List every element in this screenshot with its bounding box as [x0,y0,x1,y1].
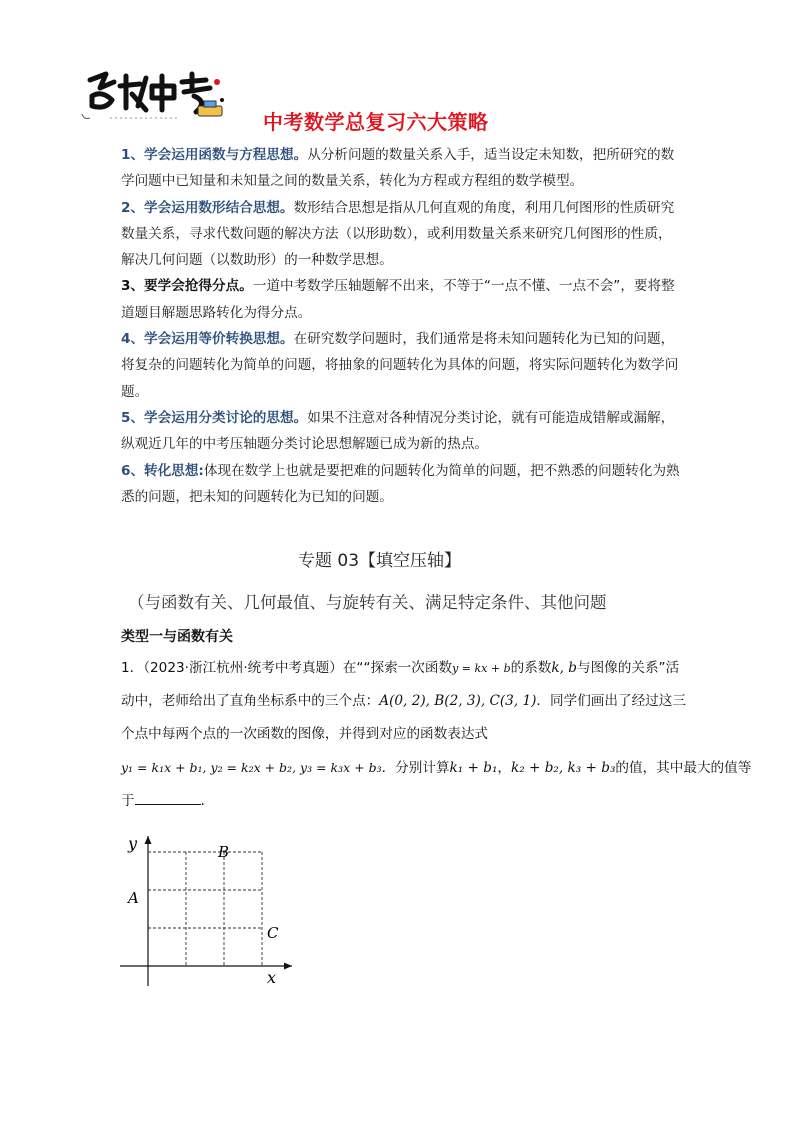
strategy-heading: 2、学会运用数形结合思想。 [121,199,294,216]
math-expression: y₁ = k₁x + b₁, y₂ = k₂x + b₂, y₃ = k₃x + b₃ [121,760,382,775]
logo-dot-icon [214,79,220,85]
question-1 [121,652,752,818]
strategy-heading: 6、转化思想: [121,462,204,479]
strategy-text: 体现在数学上也就是要把难的问题转化为简单的问题，把不熟悉的问题转化为熟悉的问题，把未知的问题转化为已知的问题。 [121,462,680,505]
y-axis-label: y [128,834,138,853]
math-expression: k, b [551,660,577,676]
strategy-heading: 1、学会运用函数与方程思想。 [121,147,308,163]
strategy-text: 一道中考数学压轴题解不出来，不等于“一点不懂、一点不会”，要将整道题目解题思路转化为得分点。 [121,278,675,321]
y-axis-arrow-icon [145,836,152,844]
question-line: 个点中每两个点的一次函数的图像，并得到对应的函数表达式 [121,726,489,742]
math-expression: k₂ + b₂, k₃ + b₃ [511,760,616,776]
grid-lines [148,852,262,966]
math-expression: A(0, 2), B(2, 3), C(3, 1) [379,693,537,709]
strategy-heading: 5、学会运用分类讨论的思想。 [121,409,308,426]
strategy-list [121,142,681,510]
graph-svg [114,830,304,990]
strategy-text: 数形结合思想是指从几何直观的角度，利用几何图形的性质研究数量关系，寻求代数问题的解决方法（以形助数），或利用数量关系来研究几何图形的性质，解决几何问题（以数助形）的一种数学思想。 [121,199,675,269]
question-line: 1．（2023·浙江杭州·统考中考真题）在““探索一次函数y = kx + b的系数k, b与图像的关系”活 [121,660,680,676]
question-line: 动中，老师给出了直角坐标系中的三个点：A(0, 2), B(2, 3), C(3, 1)．同学们画出了经过这三 [121,693,686,709]
x-axis-label: x [267,968,277,987]
question-line: 于 ． [121,785,681,818]
point-b-label: B [218,843,230,861]
math-expression: y = kx + b [452,662,511,675]
strategy-item [121,458,681,511]
topic-title: 专题 03【填空压轴】 [298,551,462,571]
strategy-text: 从分析问题的数量关系入手，适当设定未知数，把所研究的数学问题中已知量和未知量之间的数量关系，转化为方程或方程组的数学模型。 [121,147,675,190]
strategy-item [121,142,681,195]
math-expression: k₁ + b₁ [449,760,498,776]
coordinate-graph [114,830,304,990]
main-title: 中考数学总复习六大策略 [263,110,489,134]
x-axis-arrow-icon [284,963,292,970]
point-a-label: A [128,889,139,907]
strategy-text: 如果不注意对各种情况分类讨论，就有可能造成错解或漏解，纵观近几年的中考压轴题分类讨论思想解题已成为新的热点。 [121,409,675,453]
topic-subtitle: （与函数有关、几何最值、与旋转有关、满足特定条件、其他问题 [128,593,607,612]
strategy-item [121,326,681,405]
strategy-item [121,273,681,326]
logo-graphic [80,66,245,124]
answer-blank[interactable] [135,790,201,805]
strategy-text: 在研究数学问题时，我们通常是将未知问题转化为已知的问题，将复杂的问题转化为简单的问题，将抽象的问题转化为具体的问题，将实际问题转化为数学问题。 [121,331,679,400]
strategy-heading: 4、学会运用等价转换思想。 [121,331,294,348]
strategy-heading: 3、要学会抢得分点。 [121,278,253,295]
question-line: y₁ = k₁x + b₁, y₂ = k₂x + b₂, y₃ = k₃x + b₃．分别计算k₁ + b₁，k₂ + b₂, k₃ + b₃的值，其中最大的值等 [121,760,752,776]
logo [80,66,245,124]
type-heading: 类型一与函数有关 [121,629,233,645]
strategy-item [121,405,681,458]
strategy-item [121,195,681,274]
point-c-label: C [267,924,279,942]
